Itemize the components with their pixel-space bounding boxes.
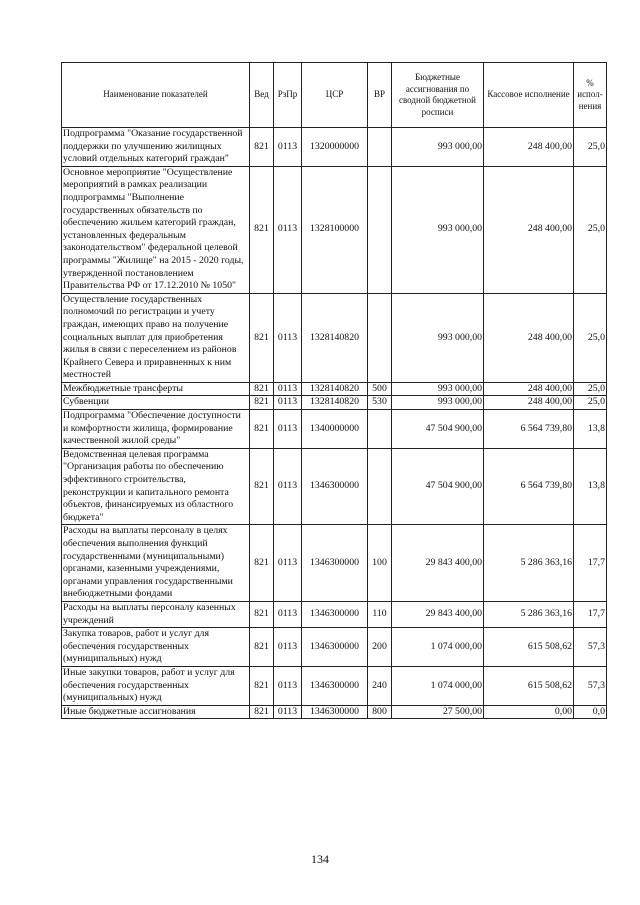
cell-percent: 57,3 — [574, 666, 607, 705]
header-csr: ЦСР — [302, 63, 368, 128]
header-ved: Вед — [250, 63, 274, 128]
header-rzpr: РзПр — [274, 63, 302, 128]
cell-budget: 29 843 400,00 — [392, 525, 484, 602]
cell-cash: 6 564 739,80 — [484, 410, 574, 449]
cell-ved: 821 — [250, 666, 274, 705]
cell-rzpr: 0113 — [274, 410, 302, 449]
table-row — [62, 601, 607, 627]
header-budget: Бюджетные ассигнования по сводной бюджетной росписи — [392, 63, 484, 128]
header-name: Наименование показателей — [62, 63, 250, 128]
cell-budget: 27 500,00 — [392, 705, 484, 719]
cell-name: Межбюджетные трансферты — [62, 382, 250, 396]
cell-rzpr: 0113 — [274, 525, 302, 602]
table-row — [62, 382, 607, 396]
cell-vr — [368, 128, 392, 167]
cell-budget: 1 074 000,00 — [392, 666, 484, 705]
cell-cash: 248 400,00 — [484, 166, 574, 293]
header-percent: % испол-нения — [574, 63, 607, 128]
cell-cash: 5 286 363,16 — [484, 525, 574, 602]
cell-cash: 248 400,00 — [484, 293, 574, 382]
cell-rzpr: 0113 — [274, 166, 302, 293]
cell-name: Расходы на выплаты персоналу казенных учреждений — [62, 601, 250, 627]
cell-cash: 6 564 739,80 — [484, 448, 574, 525]
cell-percent: 25,0 — [574, 166, 607, 293]
cell-vr: 110 — [368, 601, 392, 627]
cell-cash: 0,00 — [484, 705, 574, 719]
cell-csr: 1340000000 — [302, 410, 368, 449]
cell-rzpr: 0113 — [274, 396, 302, 410]
cell-ved: 821 — [250, 166, 274, 293]
cell-vr: 530 — [368, 396, 392, 410]
cell-ved: 821 — [250, 396, 274, 410]
cell-rzpr: 0113 — [274, 666, 302, 705]
cell-percent: 13,8 — [574, 410, 607, 449]
table-row — [62, 410, 607, 449]
cell-budget: 993 000,00 — [392, 166, 484, 293]
table-header-row — [62, 63, 607, 128]
cell-cash: 615 508,62 — [484, 628, 574, 667]
cell-percent: 25,0 — [574, 128, 607, 167]
cell-rzpr: 0113 — [274, 382, 302, 396]
table-row — [62, 128, 607, 167]
cell-name: Закупка товаров, работ и услуг для обеспечения государственных (муниципальных) нужд — [62, 628, 250, 667]
cell-ved: 821 — [250, 293, 274, 382]
cell-cash: 615 508,62 — [484, 666, 574, 705]
cell-csr: 1346300000 — [302, 666, 368, 705]
cell-percent: 13,8 — [574, 448, 607, 525]
cell-name: Иные бюджетные ассигнования — [62, 705, 250, 719]
cell-csr: 1328100000 — [302, 166, 368, 293]
cell-rzpr: 0113 — [274, 448, 302, 525]
cell-csr: 1346300000 — [302, 448, 368, 525]
cell-vr — [368, 448, 392, 525]
table-row — [62, 448, 607, 525]
cell-csr: 1346300000 — [302, 601, 368, 627]
header-vr: ВР — [368, 63, 392, 128]
cell-percent: 0,0 — [574, 705, 607, 719]
table-row — [62, 628, 607, 667]
cell-rzpr: 0113 — [274, 128, 302, 167]
cell-percent: 25,0 — [574, 382, 607, 396]
cell-vr — [368, 166, 392, 293]
cell-percent: 25,0 — [574, 293, 607, 382]
cell-vr — [368, 410, 392, 449]
table-row — [62, 293, 607, 382]
cell-name: Осуществление государственных полномочий по регистрации и учету граждан, имеющих право на получение социальных выплат для приобретения жилья в связи с переселением из районов Крайнего Севера и приравненных к ним местностей — [62, 293, 250, 382]
cell-budget: 993 000,00 — [392, 293, 484, 382]
cell-rzpr: 0113 — [274, 601, 302, 627]
cell-vr: 240 — [368, 666, 392, 705]
cell-csr: 1328140820 — [302, 382, 368, 396]
cell-vr: 500 — [368, 382, 392, 396]
cell-ved: 821 — [250, 128, 274, 167]
cell-percent: 57,3 — [574, 628, 607, 667]
cell-csr: 1328140820 — [302, 293, 368, 382]
cell-rzpr: 0113 — [274, 705, 302, 719]
table-row — [62, 705, 607, 719]
cell-budget: 47 504 900,00 — [392, 448, 484, 525]
cell-budget: 993 000,00 — [392, 128, 484, 167]
table-row — [62, 396, 607, 410]
cell-name: Ведомственная целевая программа "Организация работы по обеспечению эффективного строительства, реконструкции и капитального ремонта объектов, финансируемых из областного бюджета" — [62, 448, 250, 525]
header-cash: Кассовое исполнение — [484, 63, 574, 128]
cell-ved: 821 — [250, 410, 274, 449]
cell-vr — [368, 293, 392, 382]
cell-budget: 993 000,00 — [392, 382, 484, 396]
cell-cash: 5 286 363,16 — [484, 601, 574, 627]
cell-name: Подпрограмма "Обеспечение доступности и комфортности жилища, формирование качественной жилой среды" — [62, 410, 250, 449]
budget-table — [61, 62, 607, 719]
cell-ved: 821 — [250, 628, 274, 667]
cell-vr: 800 — [368, 705, 392, 719]
cell-csr: 1346300000 — [302, 705, 368, 719]
cell-csr: 1328140820 — [302, 396, 368, 410]
cell-cash: 248 400,00 — [484, 128, 574, 167]
cell-ved: 821 — [250, 525, 274, 602]
cell-ved: 821 — [250, 448, 274, 525]
cell-percent: 17,7 — [574, 601, 607, 627]
cell-ved: 821 — [250, 705, 274, 719]
cell-budget: 1 074 000,00 — [392, 628, 484, 667]
cell-vr: 100 — [368, 525, 392, 602]
cell-name: Подпрограмма "Оказание государственной поддержки по улучшению жилищных условий отдельных категорий граждан" — [62, 128, 250, 167]
table-body — [62, 128, 607, 719]
cell-csr: 1320000000 — [302, 128, 368, 167]
cell-budget: 993 000,00 — [392, 396, 484, 410]
cell-rzpr: 0113 — [274, 293, 302, 382]
cell-csr: 1346300000 — [302, 628, 368, 667]
cell-name: Субвенции — [62, 396, 250, 410]
table-row — [62, 166, 607, 293]
cell-vr: 200 — [368, 628, 392, 667]
cell-percent: 17,7 — [574, 525, 607, 602]
cell-budget: 29 843 400,00 — [392, 601, 484, 627]
cell-name: Иные закупки товаров, работ и услуг для обеспечения государственных (муниципальных) нужд — [62, 666, 250, 705]
cell-cash: 248 400,00 — [484, 396, 574, 410]
table-row — [62, 525, 607, 602]
cell-csr: 1346300000 — [302, 525, 368, 602]
cell-budget: 47 504 900,00 — [392, 410, 484, 449]
table-row — [62, 666, 607, 705]
cell-name: Основное мероприятие "Осуществление мероприятий в рамках реализации подпрограммы "Выполнение государственных обязательств по обеспечению жильем категорий граждан, установленных федеральным законодательством" федеральной целевой программы "Жилище" на 2015 - 2020 годы, утвержденной постановлением Правительства РФ от 17.12.2010 № 1050" — [62, 166, 250, 293]
cell-cash: 248 400,00 — [484, 382, 574, 396]
page-number: 134 — [311, 852, 329, 866]
cell-percent: 25,0 — [574, 396, 607, 410]
cell-rzpr: 0113 — [274, 628, 302, 667]
cell-name: Расходы на выплаты персоналу в целях обеспечения выполнения функций государственными (муниципальными) органами, казенными учреждениями, органами управления государственными внебюджетными фондами — [62, 525, 250, 602]
cell-ved: 821 — [250, 601, 274, 627]
cell-ved: 821 — [250, 382, 274, 396]
